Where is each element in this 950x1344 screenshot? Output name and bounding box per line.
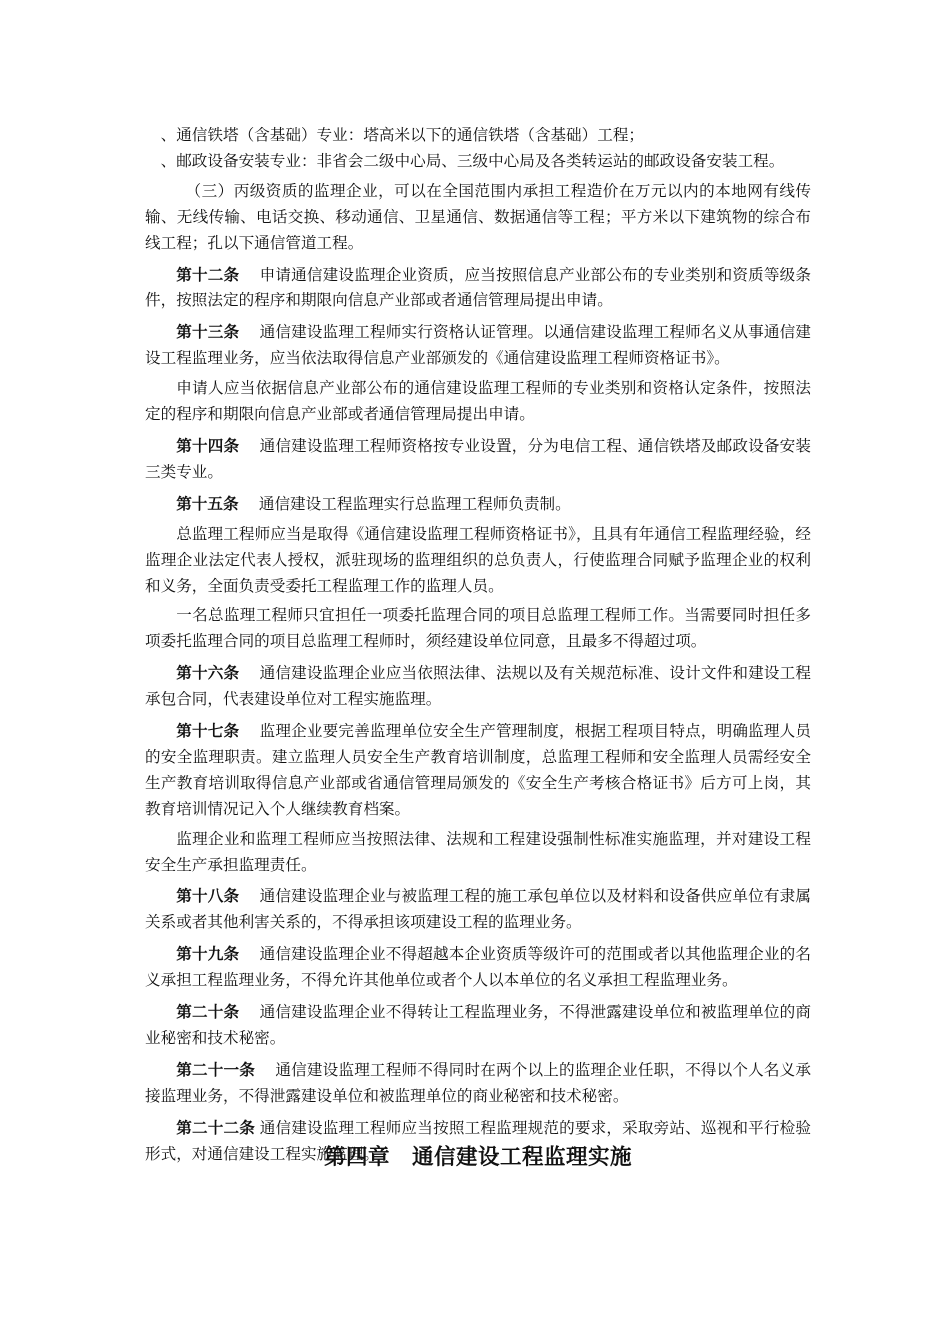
paragraph-text: 通信建设监理企业不得转让工程监理业务，不得泄露建设单位和被监理单位的商业秘密和技术秘密。	[145, 1003, 811, 1047]
article-paragraph	[145, 319, 811, 372]
article-number: 第十四条	[176, 435, 240, 455]
article-paragraph	[145, 999, 811, 1052]
article-paragraph	[145, 883, 811, 936]
article-paragraph	[145, 660, 811, 713]
paragraph-text: 监理企业和监理工程师应当按照法律、法规和工程建设强制性标准实施监理，并对建设工程安全生产承担监理责任。	[145, 829, 811, 874]
body-paragraph	[145, 603, 811, 655]
paragraph-text: 、邮政设备安装专业：非省会二级中心局、三级中心局及各类转运站的邮政设备安装工程。	[160, 151, 785, 170]
paragraph-text: 通信建设工程监理实行总监理工程师负责制。	[258, 494, 571, 513]
paragraph-text: 通信建设监理企业应当依照法律、法规以及有关规范标准、设计文件和建设工程承包合同，代表建设单位对工程实施监理。	[145, 664, 811, 709]
paragraph-text: 一名总监理工程师只宜担任一项委托监理合同的项目总监理工程师工作。当需要同时担任多项委托监理合同的项目总监理工程师时，须经建设单位同意，且最多不得超过项。	[145, 606, 811, 651]
chapter-heading: 第四章 通信建设工程监理实施	[323, 1145, 632, 1170]
paragraph-text: 总监理工程师应当是取得《通信建设监理工程师资格证书》，且具有年通信工程监理经验，经监理企业法定代表人授权，派驻现场的监理组织的总负责人，行使监理合同赋予监理企业的权利和义务，全面负责受委托工程监理工作的监理人员。	[145, 524, 811, 595]
article-paragraph	[145, 941, 811, 994]
article-number: 第十七条	[176, 721, 240, 741]
paragraph-text: 申请人应当依据信息产业部公布的通信建设监理工程师的专业类别和资格认定条件，按照法定的程序和期限向信息产业部或者通信管理局提出申请。	[145, 379, 811, 424]
article-paragraph	[145, 262, 811, 315]
paragraph-text: 通信建设监理企业不得超越本企业资质等级许可的范围或者以其他监理企业的名义承担工程监理业务，不得允许其他单位或者个人以本单位的名义承担工程监理业务。	[145, 945, 811, 990]
paragraph-text: 、通信铁塔（含基础）专业：塔高米以下的通信铁塔（含基础）工程；	[160, 126, 645, 144]
paragraph-text: 通信建设监理工程师实行资格认证管理。以通信建设监理工程师名义从事通信建设工程监理业务，应当依法取得信息产业部颁发的《通信建设监理工程师资格证书》。	[145, 323, 811, 368]
paragraph-text: 申请通信建设监理企业资质，应当按照信息产业部公布的专业类别和资质等级条件，按照法定的程序和期限向信息产业部或者通信管理局提出申请。	[145, 265, 811, 310]
article-number: 第十五条	[176, 493, 239, 513]
article-number: 第十六条	[176, 663, 240, 683]
body-paragraph	[145, 522, 811, 600]
paragraph-text: 监理企业要完善监理单位安全生产管理制度，根据工程项目特点，明确监理人员的安全监理职责。建立监理人员安全生产教育培训制度，总监理工程师和安全监理人员需经安全生产教育培训取得信息产业部或省通信管理局颁发的《安全生产考核合格证书》后方可上岗，其教育培训情况记入个人继续教育档案。	[145, 722, 811, 818]
body-paragraph	[145, 149, 811, 175]
paragraph-text: 通信建设监理工程师资格按专业设置，分为电信工程、通信铁塔及邮政设备安装三类专业。	[145, 436, 811, 481]
article-number: 第十三条	[176, 322, 240, 342]
paragraph-text: 通信建设监理工程师应当按照工程监理规范的要求，采取旁站、巡视和平行检验形式，对通信建设工程实施监理。	[145, 1118, 811, 1163]
article-number: 第二十一条	[176, 1059, 255, 1079]
regulation-text	[145, 123, 811, 1168]
article-paragraph	[145, 718, 811, 823]
body-paragraph	[145, 827, 811, 879]
paragraph-text: 通信建设监理企业与被监理工程的施工承包单位以及材料和设备供应单位有隶属关系或者其他利害关系的，不得承担该项建设工程的监理业务。	[145, 887, 811, 932]
article-paragraph	[145, 433, 811, 486]
body-paragraph	[145, 376, 811, 428]
article-number: 第二十条	[176, 1002, 240, 1022]
body-paragraph	[145, 179, 811, 257]
article-number: 第十九条	[176, 944, 240, 964]
article-number: 第二十二条	[176, 1117, 255, 1137]
article-number: 第十二条	[176, 264, 240, 284]
article-paragraph	[145, 1057, 811, 1110]
paragraph-text: （三）丙级资质的监理企业，可以在全国范围内承担工程造价在万元以内的本地网有线传输、无线传输、电话交换、移动通信、卫星通信、数据通信等工程；平方米以下建筑物的综合布线工程；孔以下通信管道工程。	[145, 181, 811, 252]
article-paragraph	[145, 491, 811, 518]
body-paragraph	[145, 123, 811, 149]
article-number: 第十八条	[176, 886, 240, 906]
paragraph-text: 通信建设监理工程师不得同时在两个以上的监理企业任职，不得以个人名义承接监理业务，不得泄露建设单位和被监理单位的商业秘密和技术秘密。	[145, 1060, 811, 1105]
